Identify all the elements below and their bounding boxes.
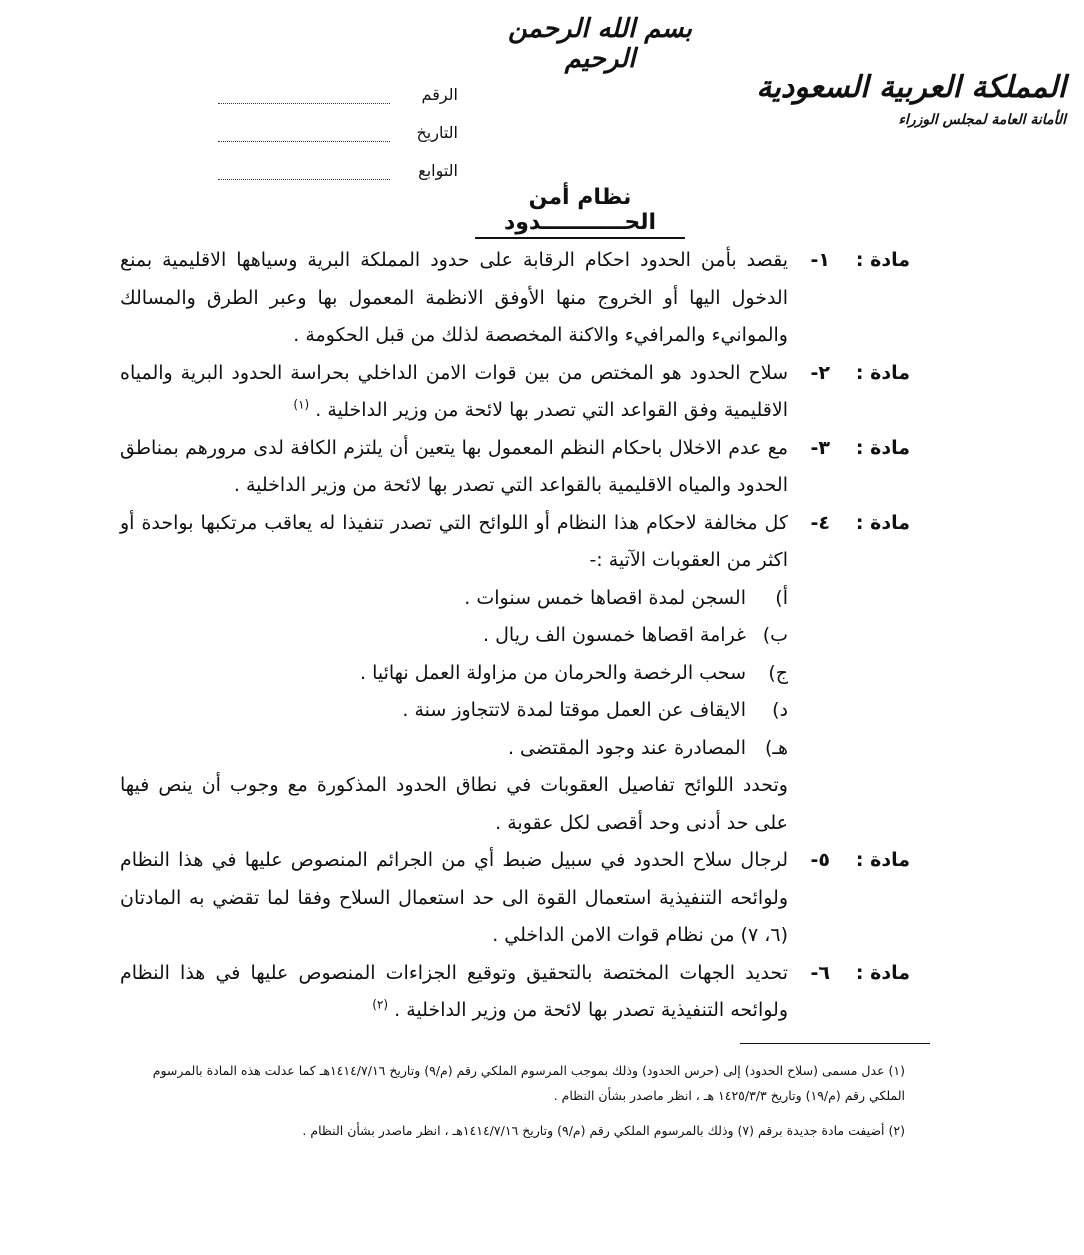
article-number: ١- [810,249,830,271]
penalty-text: المصادرة عند وجود المقتضى . [507,736,746,759]
footnote-1: (١) عدل مسمى (سلاح الحدود) إلى (حرس الحدود) وذلك بموجب المرسوم الملكي رقم (م/٩) وتاريخ ١٤١٤/٧/١٦هـ كما عدلت هذه المادة بالمرسوم الملكي رقم (م/١٩) وتاريخ ١٤٢٥/٣/٣ هـ ، انظر ماصدر بشأن النظام . [152,1063,905,1103]
footnote-divider [740,1043,930,1044]
penalty-item [120,617,910,655]
number-field [218,66,458,104]
penalty-text: السجن لمدة اقصاها خمس سنوات . [464,586,746,609]
article-6 [120,955,910,1030]
number-label: الرقم [421,85,458,104]
article-number: ٢- [810,361,830,384]
penalty-letter: د) [772,699,788,721]
penalties-closing [120,767,910,842]
date-label: التاريخ [416,123,458,142]
title-underline [475,237,685,239]
number-line [218,83,390,104]
article-text: مع عدم الاخلال باحكام النظم المعمول بها يتعين أن يلتزم الكافة لدى مرورهم بمناطق الحدود والمياه الاقليمية بالقواعد التي تصدر بها لائحة من وزير الداخلية . [120,436,788,496]
article-label: مادة : [855,249,910,271]
article-number: ٤- [810,511,830,534]
article-text [120,355,788,430]
article-label: مادة : [855,961,910,984]
penalty-text: سحب الرخصة والحرمان من مزاولة العمل نهائيا . [359,661,746,684]
article-text: لرجال سلاح الحدود في سبيل ضبط أي من الجرائم المنصوص عليها في هذا النظام ولوائحه التنفيذية استعمال القوة الى حد استعمال السلاح وفقا لما تقضي به المادتان (٦، ٧) من نظام قوات الامن الداخلي . [120,849,788,946]
kingdom-name: المملكة العربية السعودية [756,70,1066,105]
penalty-text: الايقاف عن العمل موقتا لمدة لاتتجاوز سنة . [402,699,746,721]
penalty-letter: ج) [768,661,788,684]
attachments-label: التوابع [418,161,458,180]
penalty-text: غرامة اقصاها خمسون الف ريال . [483,624,746,646]
article-4 [120,505,910,580]
attachments-line [218,159,390,180]
date-line [218,121,390,142]
penalty-item [120,730,910,768]
article-1 [120,242,910,355]
council-name: الأمانة العامة لمجلس الوزراء [898,112,1066,128]
article-number: ٣- [810,436,830,459]
article-text-content: تحديد الجهات المختصة بالتحقيق وتوقيع الجزاءات المنصوص عليها في هذا النظام ولوائحه التنفيذية تصدر بها لائحة من وزير الداخلية . [120,961,788,1021]
document-body [120,242,910,1030]
article-number: ٦- [810,961,830,984]
article-label: مادة : [855,849,910,871]
basmala: بسم الله الرحمن الرحيم [508,14,692,74]
article-2 [120,355,910,430]
footnote-ref: (٢) [372,997,389,1012]
article-number: ٥- [810,849,830,871]
penalty-letter: أ) [775,586,788,609]
reference-fields [218,66,458,180]
article-label: مادة : [855,361,910,384]
article-label: مادة : [855,511,910,534]
spacer [830,767,910,842]
article-text [120,955,788,1030]
penalty-letter: هـ) [765,736,788,759]
footnote-2: (٢) أضيفت مادة جديدة برقم (٧) وذلك بالمرسوم الملكي رقم (م/٩) وتاريخ ١٤١٤/٧/١٦هـ ، انظر ماصدر بشأن النظام . [302,1123,905,1138]
penalty-item [120,655,910,693]
article-3 [120,430,910,505]
article-text-content: سلاح الحدود هو المختص من بين قوات الامن الداخلي بحراسة الحدود البرية والمياه الاقليمية وفق القواعد التي تصدر بها لائحة من وزير الداخلية . [120,361,788,421]
title-text: نظام أمن الحـــــــــــدود [503,185,657,235]
closing-text: وتحدد اللوائح تفاصيل العقوبات في نطاق الحدود المذكورة مع وجوب أن ينص فيها على حد أدنى وحد أقصى لكل عقوبة . [120,774,788,834]
article-text: يقصد بأمن الحدود احكام الرقابة على حدود المملكة البرية وسياهها الاقليمية بمنع الدخول اليها أو الخروج منها الأوفق الانظمة المعمول بها وعبر الطرق والمسالك والموانيء والمرافيء والاكنة المخصصة لذلك من قبل الحكومة . [120,249,788,346]
letterhead [746,70,1066,128]
document-title [460,185,700,239]
penalty-item [120,692,910,730]
date-field [218,104,458,142]
article-text: كل مخالفة لاحكام هذا النظام أو اللوائح التي تصدر تنفيذا له يعاقب مرتكبها بواحدة أو اكثر من العقوبات الآتية :- [120,511,788,571]
footnotes [130,1058,905,1153]
penalty-letter: ب) [762,624,788,646]
spacer [788,767,830,842]
attachments-field [218,142,458,180]
article-label: مادة : [855,436,910,459]
footnote-ref: (١) [293,397,310,412]
penalty-item [120,580,910,618]
article-5 [120,842,910,955]
